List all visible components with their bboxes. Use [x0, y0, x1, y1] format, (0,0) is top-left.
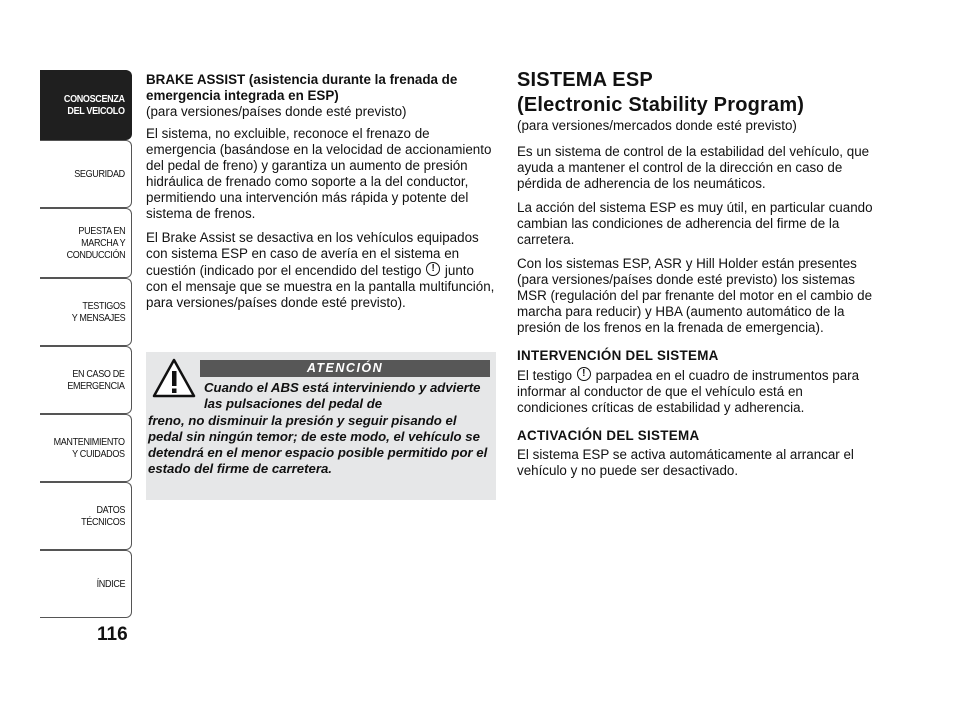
- brake-assist-para2: [146, 230, 498, 311]
- tab-label: MANTENIMIENTO Y CUIDADOS: [53, 436, 125, 460]
- esp-para1: Es un sistema de control de la estabilidad del vehículo, que ayuda a mantener el control de la dirección en caso de pérdida de adherencia de los neumáticos.: [517, 144, 870, 191]
- intervencion-para: [517, 367, 873, 416]
- tab-label: ÍNDICE: [96, 578, 125, 590]
- tab-label: CONOSCENZA DEL VEICOLO: [64, 93, 125, 117]
- left-column: [146, 72, 498, 319]
- tab-testigos[interactable]: [40, 278, 132, 346]
- warning-title: ATENCIÓN: [200, 360, 490, 377]
- brake-assist-subheading: (para versiones/países donde esté previsto): [146, 104, 407, 119]
- para2-text-a: El Brake Assist se desactiva en los vehículos equipados con sistema ESP en caso de avería en el sistema en cuestión (indicado por el encendido del testigo: [146, 230, 479, 278]
- warning-text-rest: freno, no disminuir la presión y seguir pisando el pedal sin ningún temor; de este modo, el vehículo se detendrá en el menor espacio posible permitido por el estado del firme de carretera.: [148, 412, 488, 477]
- tab-emergencia[interactable]: [40, 346, 132, 414]
- tab-datos-tecnicos[interactable]: [40, 482, 132, 550]
- chapter-tabs: [40, 70, 134, 618]
- esp-para3: Con los sistemas ESP, ASR y Hill Holder están presentes (para versiones/países donde esté previsto) los sistemas MSR (regulación del par frenante del motor en el cambio de marcha para reducir) y HBA (aumento automático de la presión de los frenos en la frenada de emergencia).: [517, 256, 873, 335]
- tab-label: PUESTA EN MARCHA Y CONDUCCIÓN: [66, 225, 125, 261]
- intervencion-text-a: El testigo: [517, 368, 573, 383]
- esp-subtitle: (para versiones/mercados donde esté previsto): [517, 118, 797, 133]
- tab-conoscenza-del-veicolo[interactable]: [40, 70, 132, 140]
- warning-text: [148, 380, 494, 478]
- tab-puesta-en-marcha[interactable]: [40, 208, 132, 278]
- esp-warning-light-icon: [426, 262, 440, 276]
- tab-label: EN CASO DE EMERGENCIA: [67, 368, 125, 392]
- intervencion-heading: INTERVENCIÓN DEL SISTEMA: [517, 348, 719, 363]
- activacion-para: El sistema ESP se activa automáticamente al arrancar el vehículo y no puede ser desactivado.: [517, 447, 854, 478]
- esp-title-line1: SISTEMA ESP: [517, 69, 653, 91]
- para2-text-b: junto con el mensaje que se muestra en la pantalla multifunción, para versiones/países donde esté previsto).: [146, 263, 495, 310]
- esp-para2: La acción del sistema ESP es muy útil, en particular cuando cambian las condiciones de adherencia del firme de la carretera.: [517, 200, 873, 247]
- tab-label: TESTIGOS Y MENSAJES: [71, 300, 125, 324]
- brake-assist-para1: El sistema, no excluible, reconoce el frenazo de emergencia (basándose en la velocidad de accionamiento del pedal de freno) y garantiza un aumento de presión hidráulica de frenado como soporte a la del conductor, permitiendo una intervención más rápida y potente del sistema de frenos.: [146, 126, 492, 221]
- intervencion-text-b: parpadea en el cuadro de instrumentos para informar al conductor de que el vehículo está en condiciones críticas de estabilidad y adherencia.: [517, 368, 860, 415]
- tab-label: SEGURIDAD: [74, 168, 125, 180]
- page-number: 116: [97, 624, 128, 645]
- activacion-heading: ACTIVACIÓN DEL SISTEMA: [517, 428, 700, 443]
- warning-text-first: Cuando el ABS está interviniendo y advierte las pulsaciones del pedal de: [204, 380, 481, 412]
- esp-title-line2: (Electronic Stability Program): [517, 94, 805, 116]
- right-column: [517, 68, 873, 487]
- brake-assist-heading: BRAKE ASSIST (asistencia durante la frenada de emergencia integrada en ESP): [146, 72, 458, 103]
- tab-indice[interactable]: [40, 550, 132, 618]
- tab-mantenimiento[interactable]: [40, 414, 132, 482]
- esp-warning-light-icon: [577, 367, 591, 381]
- tab-label: DATOS TÉCNICOS: [81, 504, 125, 528]
- tab-seguridad[interactable]: [40, 140, 132, 208]
